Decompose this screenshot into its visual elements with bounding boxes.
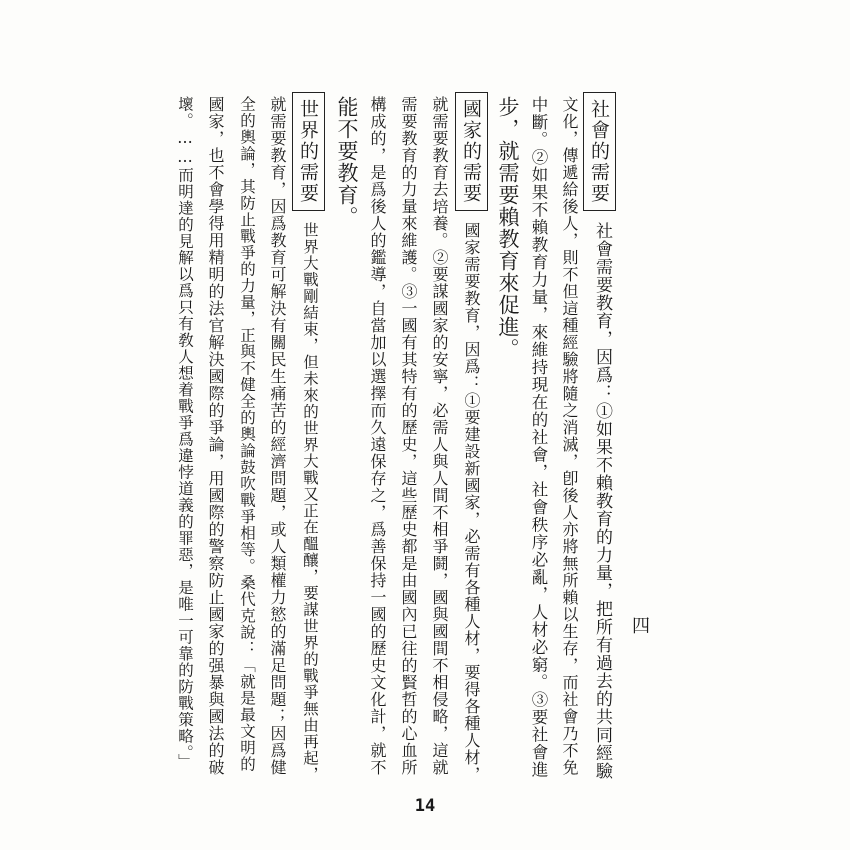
- section-heading-nation: 國家的需要: [455, 92, 488, 211]
- text-line: 需要教育的力量來維護。③一國有其特有的歷史，這些歷史都是由國內已往的賢哲的心血所: [399, 96, 418, 776]
- text-line: 文化，傳遞給後人，則不但這種經驗將隨之消滅，卽後人亦將無所賴以生存，而社會乃不免: [560, 96, 579, 776]
- text-line: 步，就需要賴教育來促進。: [496, 96, 520, 360]
- text-line: 國家需要教育，因爲：①要建設新國家，必需有各種人材，要得各種人材，: [462, 222, 481, 783]
- text-line: 社會需要教育，因爲：①如果不賴教育的力量，把所有過去的共同經驗: [592, 222, 612, 780]
- text-line: 就需要教育，因爲教育可解決有關民生痛苦的經濟問題，或人類權力慾的滿足問題；因爲健: [268, 96, 287, 776]
- text-line: 國家，也不會學得用精明的法官解決國際的爭論，用國際的警察防止國家的强暴與國法的破: [206, 96, 225, 776]
- section-heading-society: 社會的需要: [583, 92, 616, 211]
- section-heading-world: 世界的需要: [292, 92, 325, 211]
- text-line: 全的輿論，其防止戰爭的力量，正與不健全的輿論鼓吹戰爭相等。桑代克說：「就是最文明的: [238, 96, 256, 773]
- text-line: 構成的，是爲後人的鑑導，自當加以選擇而久遠保存之，爲善保持一國的歷史文化計，就不: [368, 96, 387, 776]
- page-number: 14: [414, 796, 436, 816]
- text-line: 中斷。②如果不賴教育力量，來維持現在的社會，社會秩序必亂，人材必窮。③要社會進: [529, 96, 548, 779]
- text-line: 壞。……而明達的見解以爲只有敎人想着戰爭爲違悖道義的罪惡，是唯一可靠的防戰策略。」: [176, 96, 194, 770]
- text-line: 能不要教育。: [335, 96, 359, 228]
- text-line: 世界大戰剛結束，但未來的世界大戰又正在醞釀，要謀世界的戰爭無由再起，: [301, 222, 319, 783]
- chapter-marker: 四: [632, 616, 650, 637]
- text-line: 就需要教育去培養。②要謀國家的安寧，必需人與人間不相爭鬪，國與國間不相侵略，這就: [430, 96, 449, 776]
